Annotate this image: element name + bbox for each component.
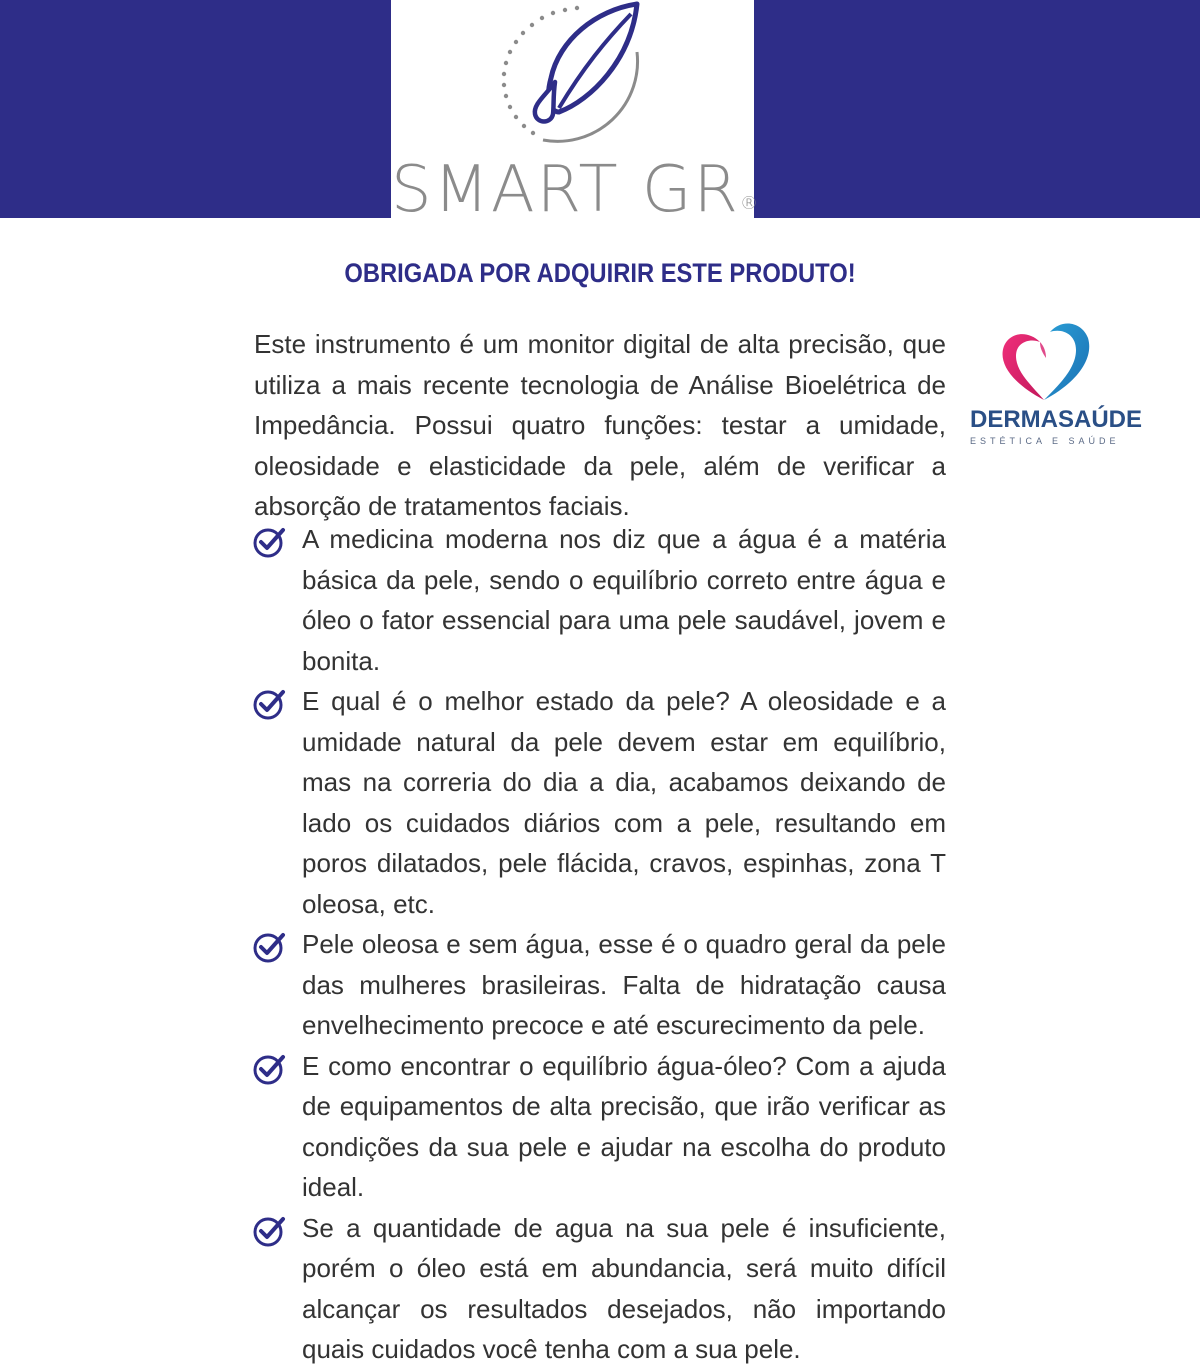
benefits-list <box>252 519 946 1370</box>
list-item <box>252 1046 946 1208</box>
list-item <box>252 1208 946 1370</box>
list-item-text: A medicina moderna nos diz que a água é a matéria básica da pele, sendo o equilíbrio correto entre água e óleo o fator essencial para uma pele saudável, jovem e bonita. <box>302 524 946 676</box>
dermasaude-logo <box>970 312 1143 452</box>
list-item-text: E como encontrar o equilíbrio água-óleo? Com a ajuda de equipamentos de alta precisão, que irão verificar as condições da sua pele e ajudar na escolha do produto ideal. <box>302 1050 946 1202</box>
heart-icon <box>970 312 1116 404</box>
check-circle-icon <box>252 525 286 559</box>
leaf-drop-icon <box>391 0 754 160</box>
brand-name: SMART GR <box>391 153 740 227</box>
registered-mark: ® <box>739 193 758 214</box>
list-item <box>252 681 946 924</box>
check-circle-icon <box>252 930 286 964</box>
list-item-text: E qual é o melhor estado da pele? A oleosidade e a umidade natural da pele devem estar em equilíbrio, mas na correria do dia a dia, acabamos deixando de lado os cuidados diários com a pele, resultando em poros dilatados, pele flácida, cravos, espinhas, zona T oleosa, etc. <box>302 686 946 919</box>
smart-gr-logo <box>391 0 758 227</box>
page-headline: OBRIGADA POR ADQUIRIR ESTE PRODUTO! <box>344 258 856 288</box>
list-item-text: Pele oleosa e sem água, esse é o quadro geral da pele das mulheres brasileiras. Falta de hidratação causa envelhecimento precoce e até escurecimento da pele. <box>302 929 946 1040</box>
list-item <box>252 924 946 1046</box>
partner-name: DERMASAÚDE <box>970 406 1143 433</box>
check-circle-icon <box>252 1052 286 1086</box>
partner-tagline: ESTÉTICA E SAÚDE <box>970 436 1120 446</box>
intro-paragraph: Este instrumento é um monitor digital de alta precisão, que utiliza a mais recente tecnologia de Análise Bioelétrica de Impedância. Possui quatro funções: testar a umidade, oleosidade e elasticidade da pele, além de verificar a absorção de tratamentos faciais. <box>254 329 946 521</box>
list-item-text: Se a quantidade de agua na sua pele é insuficiente, porém o óleo está em abundancia, será muito difícil alcançar os resultados desejados, não importando quais cuidados você tenha com a sua pele. <box>302 1212 946 1364</box>
check-circle-icon <box>252 1214 286 1248</box>
list-item <box>252 519 946 681</box>
check-circle-icon <box>252 687 286 721</box>
brand-wordmark <box>391 153 758 227</box>
